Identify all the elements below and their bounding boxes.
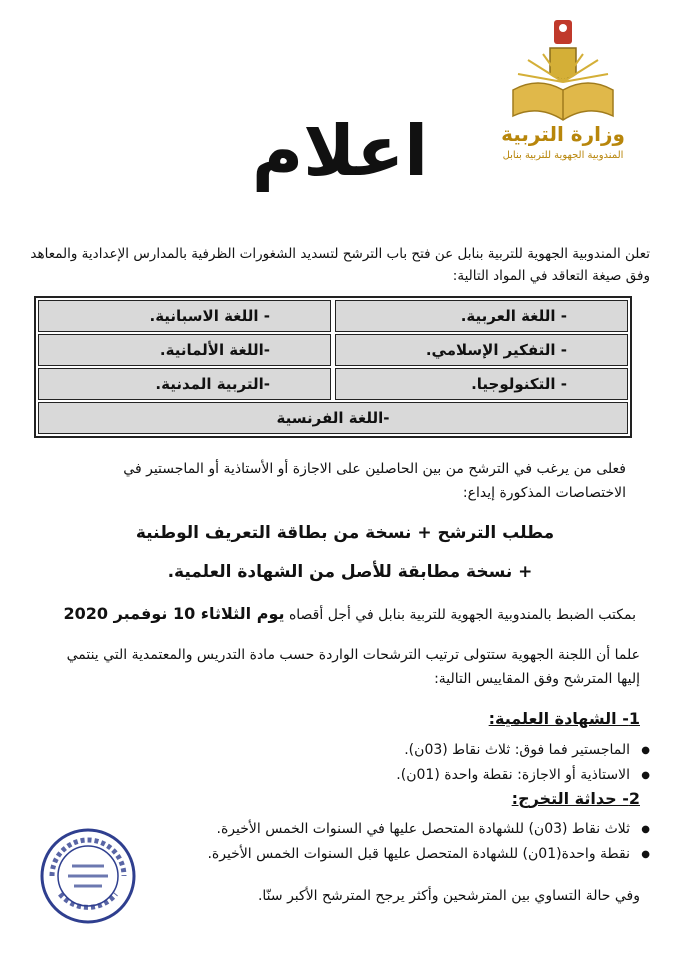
subject-cell: -اللغة الفرنسية: [38, 402, 628, 434]
subject-cell: - اللغة العربية.: [335, 300, 628, 332]
page-title: اعلام: [251, 110, 429, 192]
criteria-intro-paragraph: علما أن اللجنة الجهوية ستتولى ترتيب الترشحات الواردة حسب مادة التدريس والمعتمدية التي ينتمي إليها المترشح وفق المقاييس التالية:: [66, 647, 640, 687]
deadline-date: يوم الثلاثاء 10 نوفمبر 2020: [63, 604, 285, 623]
section-title: 2- حداثة التخرج:: [511, 789, 640, 808]
conditions-paragraph: فعلى من يرغب في الترشح من بين الحاصلين على الاجازة أو الأستاذية أو الماجستير في الاختصاصات المذكورة إيداع:: [123, 461, 626, 501]
subjects-row: [38, 402, 628, 434]
subject-cell: - التكنولوجيا.: [335, 368, 628, 400]
section-title: 1- الشهادة العلمية:: [488, 709, 640, 728]
section-graduation-recency: [340, 789, 640, 808]
section-academic-degree: [340, 709, 640, 728]
deadline-text: بمكتب الضبط بالمندوبية الجهوية للتربية بنابل في أجل أقصاه: [288, 607, 636, 623]
subject-cell: - اللغة الاسبانية.: [38, 300, 331, 332]
subject-cell: -التربية المدنية.: [38, 368, 331, 400]
list-item: ● الاستاذية أو الاجازة: نقطة واحدة (01ن).: [280, 763, 650, 788]
ministry-logo: [488, 12, 638, 172]
deadline-paragraph: [36, 603, 636, 626]
tie-break-paragraph: وفي حالة التساوي بين المترشحين وأكثر يرجح المترشح الأكبر سنّا.: [257, 888, 640, 904]
degree-criteria-list: [280, 738, 650, 788]
subjects-table: [34, 296, 632, 438]
subject-cell: -اللغة الألمانية.: [38, 334, 331, 366]
intro-paragraph: تعلن المندوبية الجهوية للتربية بنابل عن فتح باب الترشح لتسديد الشغورات الظرفية بالمدارس الإعدادية والمعاهد وفق صيغة التعاقد في المواد التالية:: [30, 246, 650, 284]
subjects-row: [38, 368, 628, 400]
logo-ministry-name: وزارة التربية: [501, 122, 625, 146]
official-stamp: [38, 826, 138, 926]
subject-cell: - التفكير الإسلامي.: [335, 334, 628, 366]
recency-criteria-list: [140, 817, 650, 867]
list-item: ● نقطة واحدة(01ن) للشهادة المتحصل عليها قبل السنوات الخمس الأخيرة.: [140, 842, 650, 867]
list-item: ● الماجستير فما فوق: ثلاث نقاط (03ن).: [280, 738, 650, 763]
subjects-row: [38, 300, 628, 332]
requirements-line-1: مطلب الترشح + نسخة من بطاقة التعريف الوطنية: [135, 523, 555, 543]
logo-commissariat-name: المندوبية الجهوية للتربية بنابل: [502, 150, 624, 161]
requirements-line-2: + نسخة مطابقة للأصل من الشهادة العلمية.: [167, 562, 533, 582]
subjects-row: [38, 334, 628, 366]
list-item: ● ثلاث نقاط (03ن) للشهادة المتحصل عليها في السنوات الخمس الأخيرة.: [140, 817, 650, 842]
